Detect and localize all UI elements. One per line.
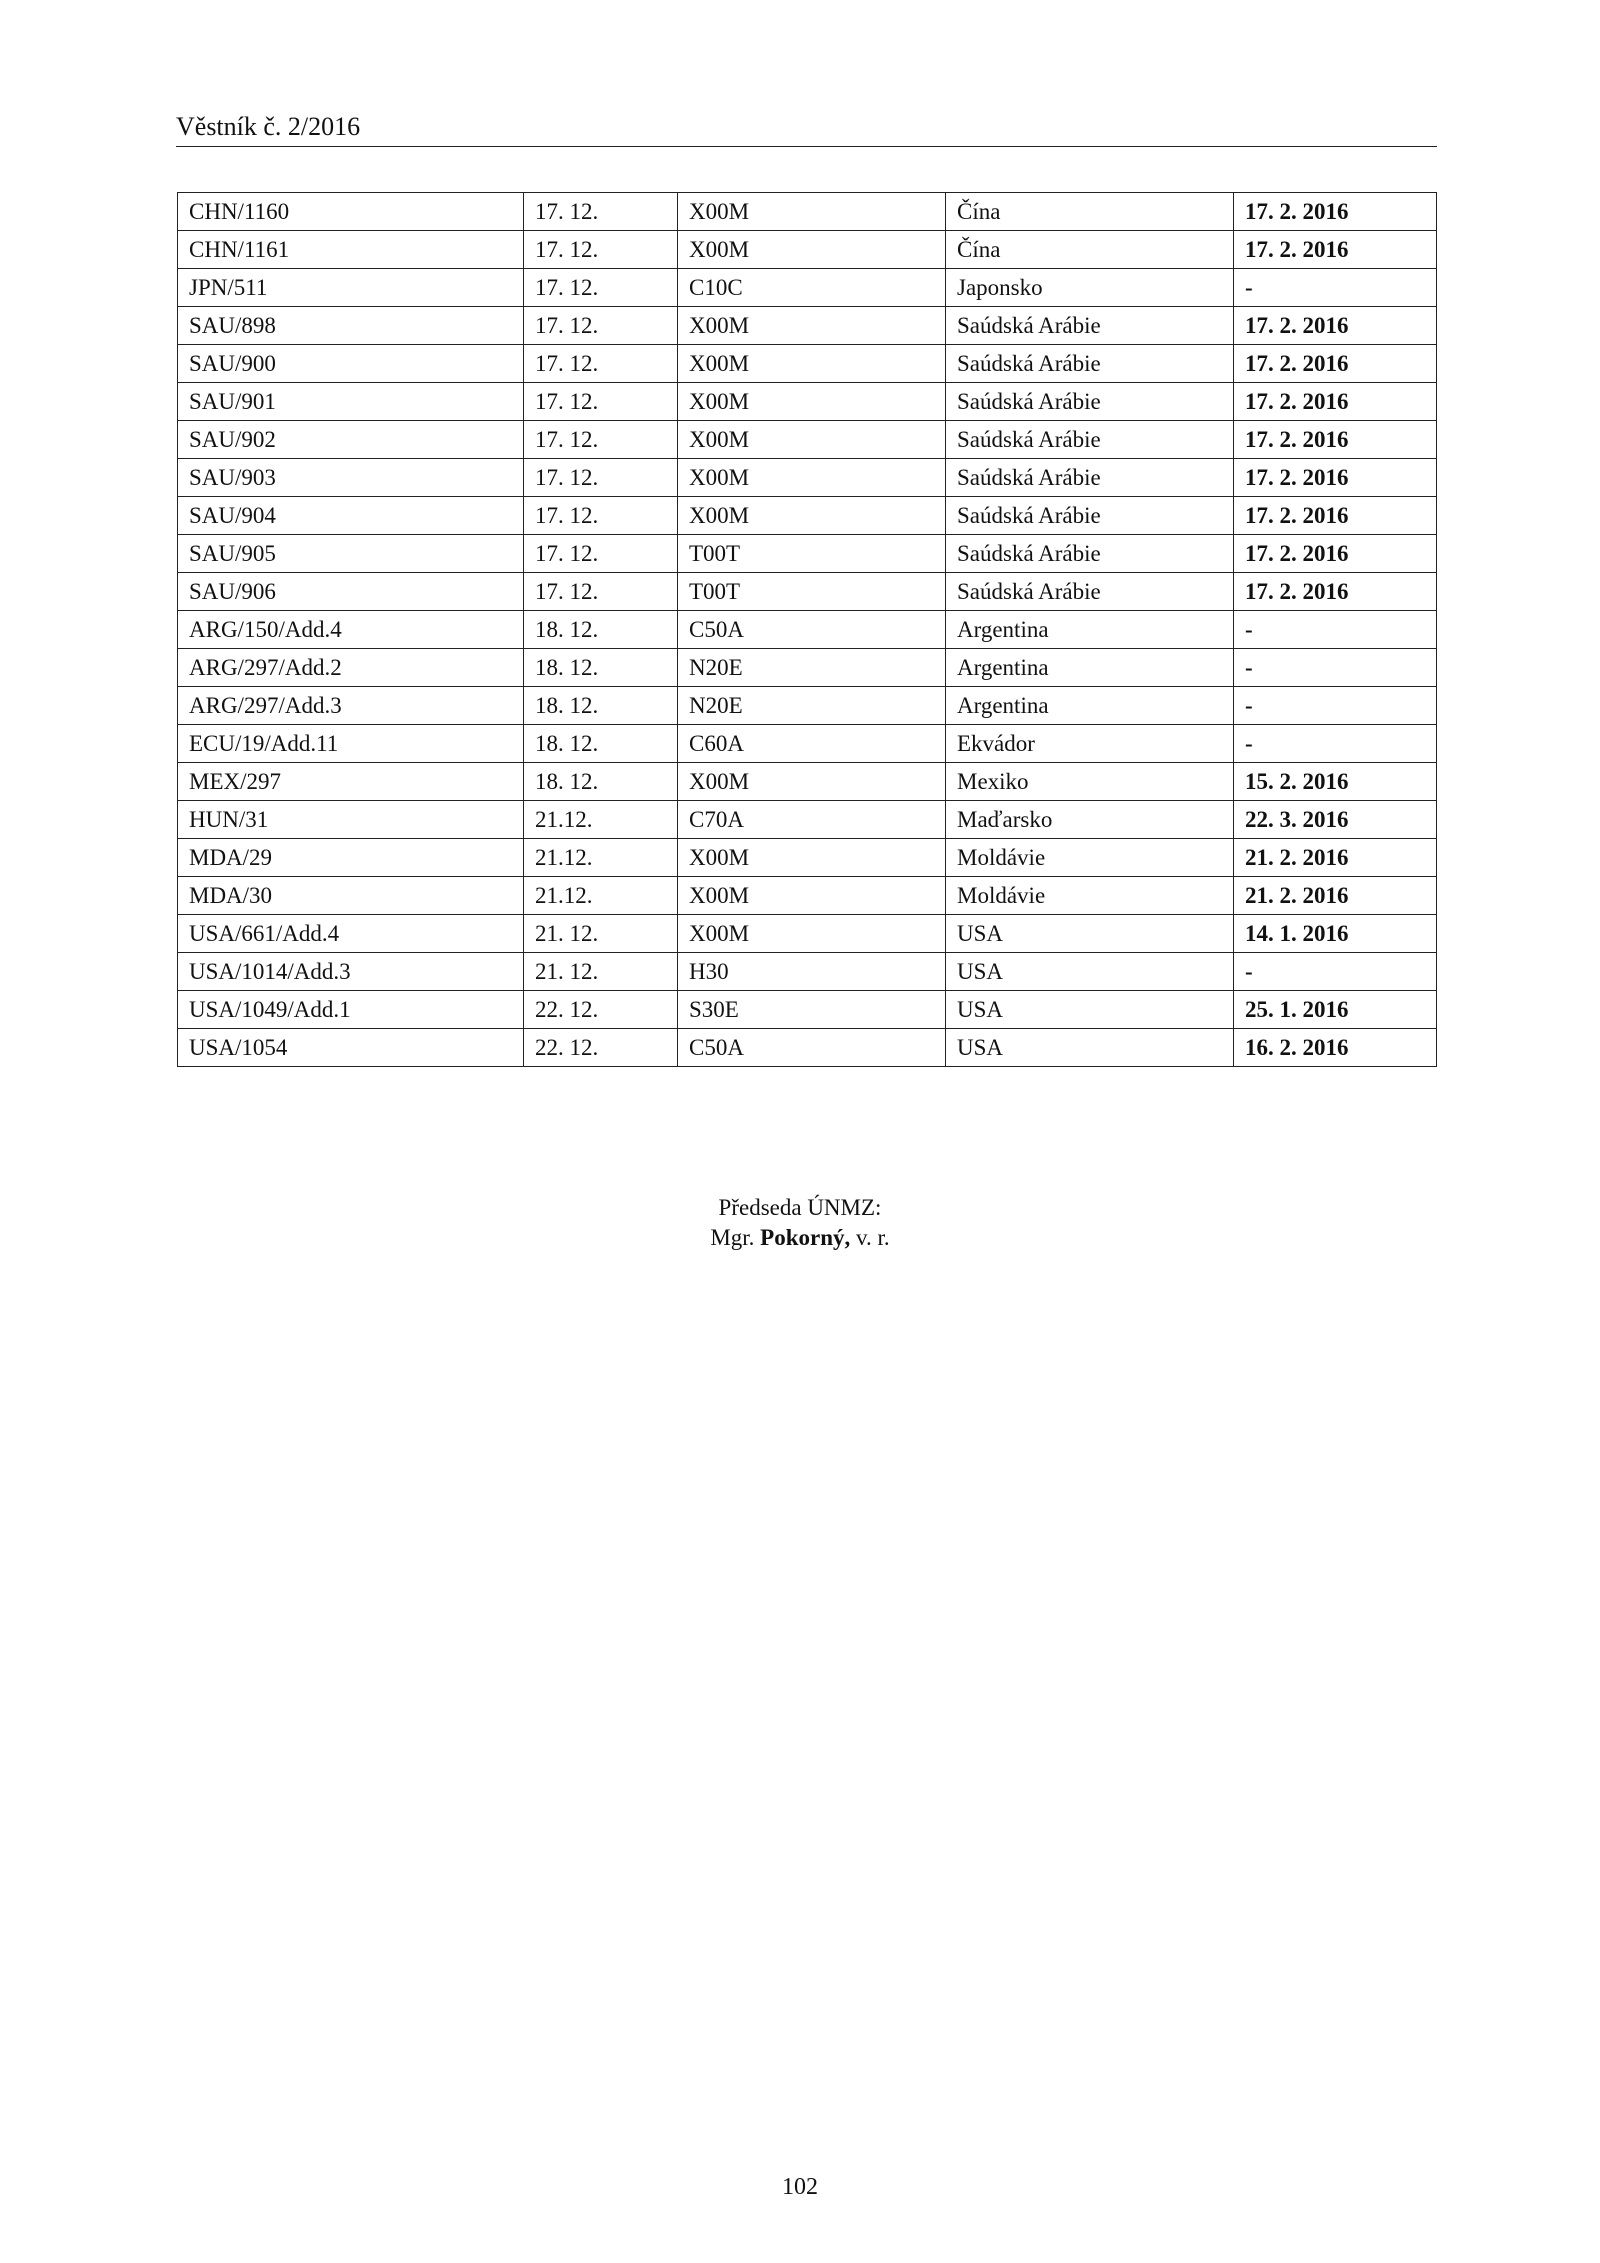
table-row: [178, 953, 1437, 991]
notification-id-cell: ARG/297/Add.3: [178, 687, 524, 725]
notification-id-cell: HUN/31: [178, 801, 524, 839]
notification-id-cell: ARG/150/Add.4: [178, 611, 524, 649]
code-cell: X00M: [678, 497, 946, 535]
deadline-cell: -: [1234, 269, 1437, 307]
country-cell: Saúdská Arábie: [946, 497, 1234, 535]
code-cell: X00M: [678, 383, 946, 421]
code-cell: C60A: [678, 725, 946, 763]
country-cell: Saúdská Arábie: [946, 573, 1234, 611]
notification-id-cell: SAU/898: [178, 307, 524, 345]
code-cell: S30E: [678, 991, 946, 1029]
code-cell: T00T: [678, 573, 946, 611]
notification-id-cell: SAU/901: [178, 383, 524, 421]
table-row: [178, 991, 1437, 1029]
code-cell: C50A: [678, 1029, 946, 1067]
notification-id-cell: CHN/1160: [178, 193, 524, 231]
date-cell: 17. 12.: [524, 307, 678, 345]
notification-id-cell: SAU/902: [178, 421, 524, 459]
code-cell: X00M: [678, 839, 946, 877]
country-cell: Saúdská Arábie: [946, 345, 1234, 383]
table-row: [178, 535, 1437, 573]
table-row: [178, 459, 1437, 497]
code-cell: X00M: [678, 459, 946, 497]
country-cell: Saúdská Arábie: [946, 459, 1234, 497]
code-cell: X00M: [678, 877, 946, 915]
notification-id-cell: MDA/30: [178, 877, 524, 915]
code-cell: N20E: [678, 687, 946, 725]
deadline-cell: 17. 2. 2016: [1234, 345, 1437, 383]
date-cell: 22. 12.: [524, 1029, 678, 1067]
signature-suffix: v. r.: [856, 1225, 890, 1250]
signature-title: Předseda ÚNMZ:: [718, 1195, 882, 1220]
table-row: [178, 383, 1437, 421]
country-cell: Argentina: [946, 649, 1234, 687]
date-cell: 21. 12.: [524, 915, 678, 953]
signature-name: Pokorný,: [760, 1225, 851, 1250]
code-cell: X00M: [678, 345, 946, 383]
notification-id-cell: USA/1049/Add.1: [178, 991, 524, 1029]
table-row: [178, 231, 1437, 269]
code-cell: X00M: [678, 307, 946, 345]
country-cell: USA: [946, 1029, 1234, 1067]
deadline-cell: 25. 1. 2016: [1234, 991, 1437, 1029]
country-cell: Saúdská Arábie: [946, 421, 1234, 459]
notification-id-cell: USA/1014/Add.3: [178, 953, 524, 991]
date-cell: 17. 12.: [524, 459, 678, 497]
date-cell: 18. 12.: [524, 725, 678, 763]
date-cell: 17. 12.: [524, 231, 678, 269]
date-cell: 17. 12.: [524, 383, 678, 421]
deadline-cell: 17. 2. 2016: [1234, 193, 1437, 231]
table-row: [178, 497, 1437, 535]
notification-id-cell: ECU/19/Add.11: [178, 725, 524, 763]
notification-id-cell: MEX/297: [178, 763, 524, 801]
date-cell: 17. 12.: [524, 497, 678, 535]
deadline-cell: 21. 2. 2016: [1234, 839, 1437, 877]
country-cell: Japonsko: [946, 269, 1234, 307]
deadline-cell: 17. 2. 2016: [1234, 307, 1437, 345]
page-header-title: Věstník č. 2/2016: [176, 112, 361, 141]
country-cell: Saúdská Arábie: [946, 307, 1234, 345]
table-row: [178, 877, 1437, 915]
notification-id-cell: JPN/511: [178, 269, 524, 307]
deadline-cell: -: [1234, 649, 1437, 687]
table-row: [178, 1029, 1437, 1067]
notification-id-cell: SAU/903: [178, 459, 524, 497]
table-row: [178, 839, 1437, 877]
signature-block: [0, 1193, 1600, 1253]
notification-table-body: [178, 193, 1437, 1067]
country-cell: Saúdská Arábie: [946, 383, 1234, 421]
code-cell: C10C: [678, 269, 946, 307]
table-row: [178, 763, 1437, 801]
deadline-cell: 17. 2. 2016: [1234, 573, 1437, 611]
table-row: [178, 725, 1437, 763]
notification-id-cell: MDA/29: [178, 839, 524, 877]
code-cell: C50A: [678, 611, 946, 649]
code-cell: N20E: [678, 649, 946, 687]
code-cell: C70A: [678, 801, 946, 839]
code-cell: X00M: [678, 193, 946, 231]
date-cell: 17. 12.: [524, 573, 678, 611]
country-cell: USA: [946, 953, 1234, 991]
country-cell: Maďarsko: [946, 801, 1234, 839]
signature-name-line: [0, 1223, 1600, 1253]
date-cell: 18. 12.: [524, 687, 678, 725]
deadline-cell: 15. 2. 2016: [1234, 763, 1437, 801]
deadline-cell: 17. 2. 2016: [1234, 535, 1437, 573]
deadline-cell: 17. 2. 2016: [1234, 497, 1437, 535]
date-cell: 17. 12.: [524, 345, 678, 383]
country-cell: Mexiko: [946, 763, 1234, 801]
table-row: [178, 307, 1437, 345]
table-row: [178, 269, 1437, 307]
page-number: 102: [782, 2174, 818, 2200]
country-cell: Moldávie: [946, 839, 1234, 877]
table-row: [178, 687, 1437, 725]
notification-id-cell: USA/661/Add.4: [178, 915, 524, 953]
deadline-cell: -: [1234, 611, 1437, 649]
table-row: [178, 915, 1437, 953]
deadline-cell: -: [1234, 725, 1437, 763]
notification-id-cell: CHN/1161: [178, 231, 524, 269]
notification-id-cell: SAU/904: [178, 497, 524, 535]
table-row: [178, 649, 1437, 687]
deadline-cell: 21. 2. 2016: [1234, 877, 1437, 915]
table-row: [178, 611, 1437, 649]
date-cell: 21. 12.: [524, 953, 678, 991]
notification-id-cell: SAU/906: [178, 573, 524, 611]
country-cell: Argentina: [946, 611, 1234, 649]
country-cell: USA: [946, 915, 1234, 953]
country-cell: USA: [946, 991, 1234, 1029]
code-cell: X00M: [678, 421, 946, 459]
header-divider: [176, 146, 1437, 147]
deadline-cell: 17. 2. 2016: [1234, 383, 1437, 421]
date-cell: 18. 12.: [524, 611, 678, 649]
date-cell: 18. 12.: [524, 763, 678, 801]
notification-id-cell: ARG/297/Add.2: [178, 649, 524, 687]
date-cell: 22. 12.: [524, 991, 678, 1029]
country-cell: Saúdská Arábie: [946, 535, 1234, 573]
country-cell: Čína: [946, 193, 1234, 231]
date-cell: 17. 12.: [524, 535, 678, 573]
code-cell: H30: [678, 953, 946, 991]
deadline-cell: 22. 3. 2016: [1234, 801, 1437, 839]
deadline-cell: 17. 2. 2016: [1234, 421, 1437, 459]
deadline-cell: 17. 2. 2016: [1234, 459, 1437, 497]
date-cell: 17. 12.: [524, 193, 678, 231]
deadline-cell: 17. 2. 2016: [1234, 231, 1437, 269]
date-cell: 17. 12.: [524, 421, 678, 459]
code-cell: T00T: [678, 535, 946, 573]
notification-table: [177, 192, 1437, 1067]
country-cell: Moldávie: [946, 877, 1234, 915]
country-cell: Argentina: [946, 687, 1234, 725]
table-row: [178, 801, 1437, 839]
table-row: [178, 421, 1437, 459]
code-cell: X00M: [678, 231, 946, 269]
table-row: [178, 573, 1437, 611]
deadline-cell: -: [1234, 953, 1437, 991]
date-cell: 18. 12.: [524, 649, 678, 687]
signature-prefix: Mgr.: [710, 1225, 755, 1250]
code-cell: X00M: [678, 915, 946, 953]
deadline-cell: 16. 2. 2016: [1234, 1029, 1437, 1067]
table-row: [178, 193, 1437, 231]
date-cell: 17. 12.: [524, 269, 678, 307]
code-cell: X00M: [678, 763, 946, 801]
notification-id-cell: USA/1054: [178, 1029, 524, 1067]
table-row: [178, 345, 1437, 383]
deadline-cell: 14. 1. 2016: [1234, 915, 1437, 953]
country-cell: Ekvádor: [946, 725, 1234, 763]
deadline-cell: -: [1234, 687, 1437, 725]
date-cell: 21.12.: [524, 839, 678, 877]
notification-id-cell: SAU/900: [178, 345, 524, 383]
notification-id-cell: SAU/905: [178, 535, 524, 573]
date-cell: 21.12.: [524, 801, 678, 839]
country-cell: Čína: [946, 231, 1234, 269]
date-cell: 21.12.: [524, 877, 678, 915]
